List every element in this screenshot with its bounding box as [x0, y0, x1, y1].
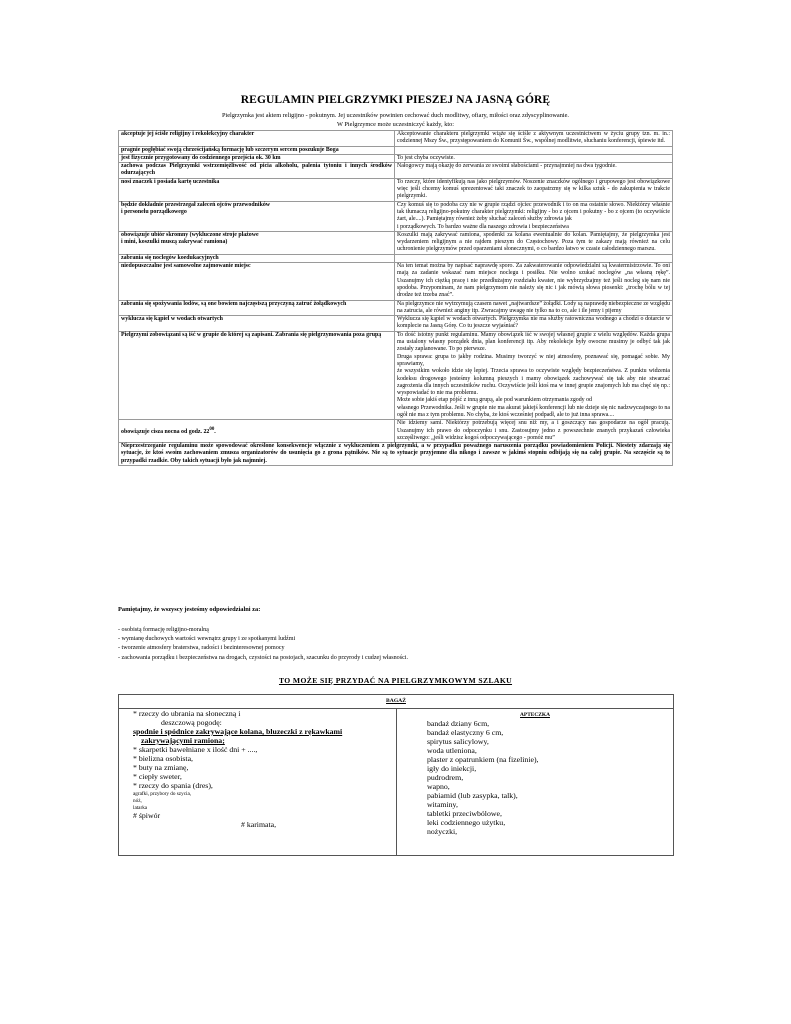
rule-comment-line: Czy komuś się to podoba czy nie w grupie rządzi ojciec przewodnik i to on ma ostatnie słowo. Niektórzy właśnie tak tłumaczą religijno-pokutny charakter pielgrzymki: religijny - bo z ojcem i pokutny - bo z ojcem (to oczywiście żart, ale....). Pamiętajmy również żeby słuchać zaleceń służby zdrowia jak — [397, 201, 670, 223]
rule-comment-line: To jest chyba oczywiste. — [397, 154, 455, 161]
table-row — [119, 263, 673, 300]
rule-comment — [395, 146, 673, 154]
list-item: pabiamid (lub zasypka, talk), — [427, 791, 518, 800]
rule-text: pragnie pogłębiać swoją chrześcijańską formację lub szczerym sercem poszukuje Boga — [119, 146, 395, 154]
bag-header: BAGAŻ — [119, 695, 673, 709]
rule-text: obowiązuje ubiór skromny (wykluczone stroje plażowe i mini, koszulki muszą zakrywać ramiona) — [119, 231, 395, 254]
list-item: zakrywającymi ramiona; — [141, 736, 225, 745]
list-item: - zachowania porządku i bezpieczeństwa na drogach, czystości na postojach, szacunku do przyrody i cudzej własności. — [118, 654, 409, 661]
rule-comment-line: Na pielgrzymce nie wytrzymują czasem nawet „najtwardsze” żołądki. Lody są naprawdę niebezpieczne ze względu na zatrucia, ale również anginy itp. Zwracajmy uwagę nie tylko na to co, ale i ile jemy i pijemy — [397, 300, 670, 314]
table-row — [119, 154, 673, 162]
rule-text: będzie dokładnie przestrzegał zaleceń ojców przewodników i personelu porządkowego — [119, 201, 395, 231]
rule-comment-line: Druga sprawa: grupa to jakby rodzina. Musimy tworzyć w niej atmosferę, poznawać się, pomagać sobie. My sprawiamy, — [397, 353, 670, 367]
rule-text-superscript: 00 — [209, 427, 215, 433]
list-item: - wymianę duchowych wartości wewnątrz grupy i ze spotkanymi ludźmi — [118, 636, 296, 643]
table-row — [119, 254, 673, 262]
table-row — [119, 178, 673, 201]
rule-comment-line: Nałogowcy mają okazję do zerwania ze swoimi słabościami - przynajmniej na dwa tygodnie. — [397, 163, 617, 170]
rule-text: Pielgrzymi zobowiązani są iść w grupie do której są zapisani. Zabrania się pielgrzymowania poza grupą — [119, 331, 395, 420]
rule-text — [119, 420, 395, 443]
rule-comment — [395, 254, 673, 262]
packing-table — [118, 694, 674, 856]
rule-comment-line: Może sobie jakiś etap pójść z inną grupą, ale pod warunkiem otrzymania zgody od — [397, 397, 592, 404]
packing-heading: TO MOŻE SIĘ PRZYDAĆ NA PIELGRZYMKOWYM SZLAKU — [278, 676, 513, 685]
list-item: igły do iniekcji, — [427, 764, 477, 773]
rule-comment-line: Wyklucza się kąpiel w wodach otwartych. Pielgrzymka nie ma służby ratowniczna wodnego a chodzi o dotarcie w komplecie na Jasną Górę. Co tu jeszcze wyjaśniać? — [397, 316, 670, 330]
rule-text: akceptuje jej ściśle religijny i rekolekcyjny charakter — [119, 131, 395, 147]
list-item: # karimata, — [241, 820, 277, 829]
list-item: # śpiwór — [133, 811, 161, 820]
rule-text-tail: . — [214, 429, 216, 436]
rule-comment-line: To rzeczy, które identyfikują nas jako pielgrzymów. Noszenie znaczków ogólnego i grupowego jest obowiązkowe więc jeśli chcemy komuś sprezentować taki znaczek to zaopatrzmy się w kilka sztuk - do zakupienia w trakcie pielgrzymki. — [397, 178, 670, 200]
list-item: witaminy, — [427, 800, 458, 809]
responsibility-list — [118, 626, 408, 663]
list-item: * rzeczy do ubrania na słoneczną i — [133, 709, 241, 718]
intro — [0, 111, 791, 129]
rule-text: zabrania się noclegów koedukacyjnych — [119, 254, 395, 262]
list-item: * skarpetki bawełniane x ilość dni + ...., — [133, 745, 258, 754]
rule-text: zabrania się spożywania lodów, są one bowiem najczęstszą przyczyną zatruć żołądkowych — [119, 300, 395, 316]
list-item: * buty na zmianę, — [133, 763, 189, 772]
rule-comment — [395, 331, 673, 420]
table-row — [119, 163, 673, 179]
table-row — [119, 131, 673, 147]
list-item: latarka — [133, 805, 148, 811]
rule-text: jest fizycznie przygotowany do codziennego przejścia ok. 30 km — [119, 154, 395, 162]
rule-text: zachowa podczas Pielgrzymki wstrzemięźliwość od picia alkoholu, palenia tytoniu i innych środków odurzających — [119, 163, 395, 179]
list-item: agrafki, przybory do szycia, — [133, 791, 192, 797]
list-item: wapno, — [427, 782, 450, 791]
list-item: plaster z opatrunkiem (na fizelinie), — [427, 755, 539, 764]
responsibility-heading: Pamiętajmy, że wszyscy jesteśmy odpowiedzialni za: — [118, 606, 261, 613]
bag-column — [119, 709, 397, 855]
rules-table — [118, 130, 673, 466]
list-item: tabletki przeciwbólowe, — [427, 809, 502, 818]
rule-comment-line: Koszulki mają zakrywać ramiona, spodenki za kolana ewentualnie do kolan. Pamiętajmy, że pielgrzymka jest wydarzeniem religijnym a nie rajdem pieszym do Częstochowy. Poza tym te zakazy mają również na celu uchronienie pielgrzymów przed oparzeniami słonecznymi, o co bardzo łatwo w czasie całodziennego marszu. — [397, 231, 670, 253]
table-row — [119, 443, 673, 466]
list-item: pudrodrem, — [427, 773, 464, 782]
document-title: REGULAMIN PIELGRZYMKI PIESZEJ NA JASNĄ GÓRĘ — [240, 94, 551, 106]
rule-comment — [395, 154, 673, 162]
rule-comment — [395, 420, 673, 443]
list-item: bandaż dziany 6cm, — [427, 719, 490, 728]
rule-comment — [395, 300, 673, 316]
closing-note: Nieprzestrzeganie regulaminu może spowodować określone konsekwencje włącznie z wykluczeniem z pielgrzymki, a w przypadku poważnego naruszenia porządku powiadomieniem Policji. Niestety zdarzają się sytuacje, że ktoś swoim zachowaniem zmusza organizatorów do usunięcia go z grona pątników. Nie są to sytuacje przyjemne dla nikogo i zawsze w jakimś stopniu odbijają się na całej grupie. Na szczęście są to przypadki rzadkie. Oby takich sytuacji było jak najmniej. — [119, 443, 673, 466]
rule-comment — [395, 163, 673, 179]
table-row — [119, 231, 673, 254]
rule-comment — [395, 316, 673, 332]
list-item: woda utleniona, — [427, 746, 477, 755]
rule-comment-line: Na ten temat można by napisać naprawdę sporo. Za zakwaterowanie odpowiedzialni są kwatermistrzowie. To oni mają za zadanie wskazać nam miejsce noclegu i posiłku. Nie wolno szukać noclegów „na własną rękę”. Uszanujmy ich ciężką pracę i nie przedłużajmy rozdziału kwater, nie wybrzydzajmy też jeśli nocleg się nam nie spodoba. Przypominam, że nam pielgrzymom nie należy się nic i jak mówią słowa piosenki: „trochę bólu w tej drodze też trzeba znać”. — [397, 263, 670, 299]
rule-text: wyklucza się kąpiel w wodach otwartych — [119, 316, 395, 332]
list-item: nóż, — [133, 798, 142, 804]
list-item: bandaż elastyczny 6 cm, — [427, 728, 504, 737]
rule-comment — [395, 131, 673, 147]
rule-comment-line: własnego Przewodnika. Jeśli w grupie nie ma akurat jakiejś konferencji lub nie dzieje się nic nadzwyczajnego to na ogół nie ma z tym problemu. No chyba, że ktoś wcześniej podpadł, ale to już inna sprawa.... — [397, 404, 670, 418]
list-item: leki codziennego użytku, — [427, 818, 506, 827]
table-row — [119, 316, 673, 332]
table-row — [119, 146, 673, 154]
list-item: - osobistą formację religijno-moralną — [118, 627, 209, 633]
rule-comment-line: To dość istotny punkt regulaminu. Mamy obowiązek iść w swojej własnej grupie z wielu względów. Każda grupa ma ustalony własny porządek dnia, plan konferencji itp. Aby rekolekcje były owocne musimy je odbyć tak jak zostały zaplanowane. To po pierwsze. — [397, 331, 670, 353]
rule-comment — [395, 201, 673, 231]
list-item: * ciepły sweter, — [133, 772, 182, 781]
rule-comment — [395, 178, 673, 201]
intro-line-1: Pielgrzymka jest aktem religijno - pokutnym. Jej uczestników powinien cechować duch modlitwy, ofiary, miłości oraz zdyscyplinowanie. — [222, 112, 569, 119]
rule-comment-line: Nie idziemy sami. Niektórzy potrzebują więcej snu niż my, a i goszczący nas gospodarze na ogół pracują. Uszanujmy ich prawo do odpoczynku i snu. Zastosujmy jedno z powszechnie znanych przykazań człowieka szczęśliwego: „jeśli widzisz kogoś odpoczywającego - pomóż mu” — [397, 420, 670, 441]
first-aid-header: APTECZKA — [520, 712, 550, 718]
intro-line-2: W Pielgrzymce może uczestniczyć każdy, kto: — [337, 121, 454, 128]
rule-comment-line: że wszystkim wokoło idzie się lepiej. Trzecia sprawa to oczywiste względy bezpieczeństwa. Z punktu widzenia kodeksu drogowego jesteśmy kolumną pieszych i mamy obowiązek zachowywać się tak aby nie stwarzać zagrożenia dla innych uczestników ruchu. Oczywiście jeśli ktoś ma w innej grupie znajomych lub ma chęć się np.: wyspowiadać to nie ma problemu. — [397, 368, 670, 397]
rule-text: nosi znaczek i posiada kartę uczestnika — [119, 178, 395, 201]
rule-text: niedopuszczalne jest samowolne zajmowanie miejsc — [119, 263, 395, 300]
list-item: * bielizna osobista, — [133, 754, 193, 763]
rule-comment — [395, 231, 673, 254]
table-row — [119, 420, 673, 443]
rule-comment-line: i porządkowych. To bardzo ważne dla naszego zdrowia i bezpieczeństwa — [397, 223, 569, 230]
list-item: * rzeczy do spania (dres), — [133, 781, 213, 790]
rule-comment-line: Akceptowanie charakteru pielgrzymki wiąże się ściśle z aktywnym uczestnictwem w życiu grupy tzn. m. in.: codziennej Mszy Św., przystępowaniem do Komunii Św., wspólnej modlitwie, słuchaniu konferencji, śpiewie itd. — [397, 131, 670, 145]
rule-text-main: obowiązuje cisza nocna od godz. 22 — [121, 429, 210, 436]
list-item: spodnie i spódnice zakrywające kolana, bluzeczki z rękawkami — [133, 727, 343, 736]
list-item: spirytus salicylowy, — [427, 737, 489, 746]
list-item: nożyczki, — [427, 827, 458, 836]
table-row — [119, 331, 673, 420]
list-item: deszczową pogodę: — [161, 718, 222, 727]
first-aid-column — [397, 709, 673, 855]
table-row — [119, 201, 673, 231]
rule-comment — [395, 263, 673, 300]
table-row — [119, 300, 673, 316]
list-item: - tworzenie atmosfery braterstwa, radości i bezinteresownej pomocy — [118, 645, 285, 652]
